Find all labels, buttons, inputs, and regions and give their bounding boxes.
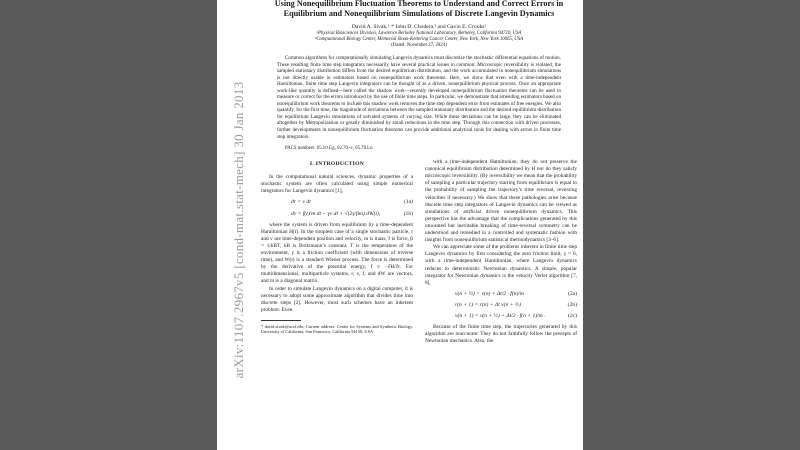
arxiv-sidebar [217,0,261,450]
affiliation-2: ²Computational Biology Center, Memorial Sloan-Kettering Cancer Center, New York, New York 10065, USA [314,37,524,42]
equation-1b-body: dv = f(t)/m dt − γv dt + √(2γ/βm) dW(t), [291,210,381,217]
author-list: David A. Sivak,¹˒* John D. Chodera,² and Gavin E. Crooks¹ [351,24,487,30]
equation-2a-body: v(n + ½) = v(n) + Δt/2 · f(n)/m [455,290,524,297]
section-heading: I. INTRODUCTION [309,161,365,168]
affiliation-1: ¹Physical Biosciences Division, Lawrence Berkeley National Laboratory, Berkeley, California 94720, USA [316,31,522,36]
equation-2c-number: (2c) [567,312,577,319]
left-paragraph-3: In order to simulate Langevin dynamics on a digital computer, it is necessary to adopt some approximate algorithm that divides time into discrete steps [2]. However, most such schemes have an inherent problem: Even [261,285,413,313]
equation-1a [261,199,413,206]
right-paragraph-2: We can appreciate some of the problems inherent in finite time step Langevin dynamics by first considering the zero friction limit, γ = 0, with a time-independent Hamiltonian, where Langevin dynamics reduces to deterministic Newtonian dynamics. A simple, popular integrator for Newtonian dynamics is the velocity Verlet algorithm [7, 8], [425,244,577,286]
date-line: (Dated: November 27, 2024) [391,43,447,48]
right-paragraph-3: Because of the finite time step, the trajectories generated by this algorithm are inaccurate: They do not faithfully follow the precepts of Newtonian mechanics. Also, the [425,324,577,345]
equation-2b-body: r(n + 1) = r(n) + Δt v(n + ½) [455,301,521,308]
left-paragraph-2: where the system is driven from equilibrium by a time-dependent Hamiltonian H(t). In the simplest case of a single stochastic particle, r and v are time-dependent position and velocity, m is mass, f is force, β = 1/kBT, kB is Boltzmann’s constant, T is the temperature of the environment, γ is a friction coefficient (with dimensions of inverse time), and W(t) is a standard Wiener process. The force is determined by the derivative of the potential energy, f ≡ −∂H/∂r. For multidimensional, multiparticle systems, r, v, f, and dW are vectors, and m is a diagonal matrix. [261,221,413,285]
left-column [261,159,413,345]
equation-1b [261,211,413,218]
abstract-text: Common algorithms for computationally simulating Langevin dynamics must discretize the stochastic differential equations of motion. These resulting finite time step integrators necessarily have several practical issues in common: Microscopic reversibility is violated, the sampled stationary distribution differs from the desired equilibrium distribution, and the work accumulated in nonequilibrium simulations is not directly usable in estimators based on nonequilibrium work theorems. Here, we show that even with a time-independent Hamiltonian, finite time step Langevin integrators can be thought of as a driven, nonequilibrium physical process. Once an appropriate work-like quantity is defined—here called the shadow work—recently developed nonequilibrium fluctuation theorems can be used to measure or correct for the errors introduced by the use of finite time steps. In particular, we demonstrate that amending estimators based on nonequilibrium work theorems to include this shadow work removes the time step dependent error from estimates of free energies. We also quantify, for the first time, the magnitude of deviations between the sampled stationary distribution and the desired equilibrium distribution for equilibrium Langevin simulations of solvated systems of varying size. While these deviations can be large, they can be eliminated altogether by Metropolization or greatly diminished by small reductions in the time step. Through this connection with driven processes, further developments in nonequilibrium fluctuation theorems can provide additional analytical tools for dealing with errors in finite time step integrators. [277,55,561,140]
footnote: * david.sivak@ucsf.edu; Current address: Center for Systems and Synthetic Biology, University of California, San Francisco, California 94158, USA [261,323,413,335]
equation-2c-body: v(n + 1) = v(n + ½) + Δt/2 · f(n + 1)/m . [455,312,546,319]
equation-2c [425,313,577,320]
right-column [425,159,577,345]
two-column-body [261,159,577,345]
equation-2a [425,291,577,298]
equation-1b-number: (1b) [403,210,413,217]
arxiv-identifier: arXiv:1107.2967v5 [cond-mat.stat-mech] 30 Jan 2013 [231,81,246,379]
pacs-numbers: PACS numbers: 05.10.Gg, 02.70.-c, 05.70.Ln [285,146,373,152]
equation-1a-number: (1a) [403,199,413,206]
equation-2b-number: (2b) [567,301,577,308]
right-paragraph-1: with a time-independent Hamiltonian, they do not preserve the canonical equilibrium distribution determined by H nor do they satisfy microscopic reversibility. (By reversibility we mean that the probability of sampling a particular trajectory starting from equilibrium is equal to the probability of sampling the trajectory’s time reversal, reversing velocities if necessary.) We show that these pathologies arise because discrete time step integrators of Langevin dynamics can be viewed as simulations of artificial driven nonequilibrium dynamics. This perspective has the advantage that the complications generated by this unwanted but inevitable breaking of time-reversal symmetry can be understood and remedied in a controlled and systematic fashion with insights from nonequilibrium statistical thermodynamics [3–6]. [425,159,577,244]
paper-page [217,0,583,450]
paper-content [261,0,577,345]
equation-2a-number: (2a) [567,290,577,297]
abstract [277,55,561,140]
left-paragraph-1: In the computational natural sciences, dynamic properties of a stochastic system are often calculated using simple numerical integrators for Langevin dynamics [1], [261,174,413,195]
paper-title: Using Nonequilibrium Fluctuation Theorems to Understand and Correct Errors in Equilibrium and Nonequilibrium Simulations of Discrete Langevin Dynamics [274,0,564,18]
footnote-rule [261,320,301,321]
equation-1a-body: dr = v dt [291,199,311,206]
equation-2b [425,302,577,309]
